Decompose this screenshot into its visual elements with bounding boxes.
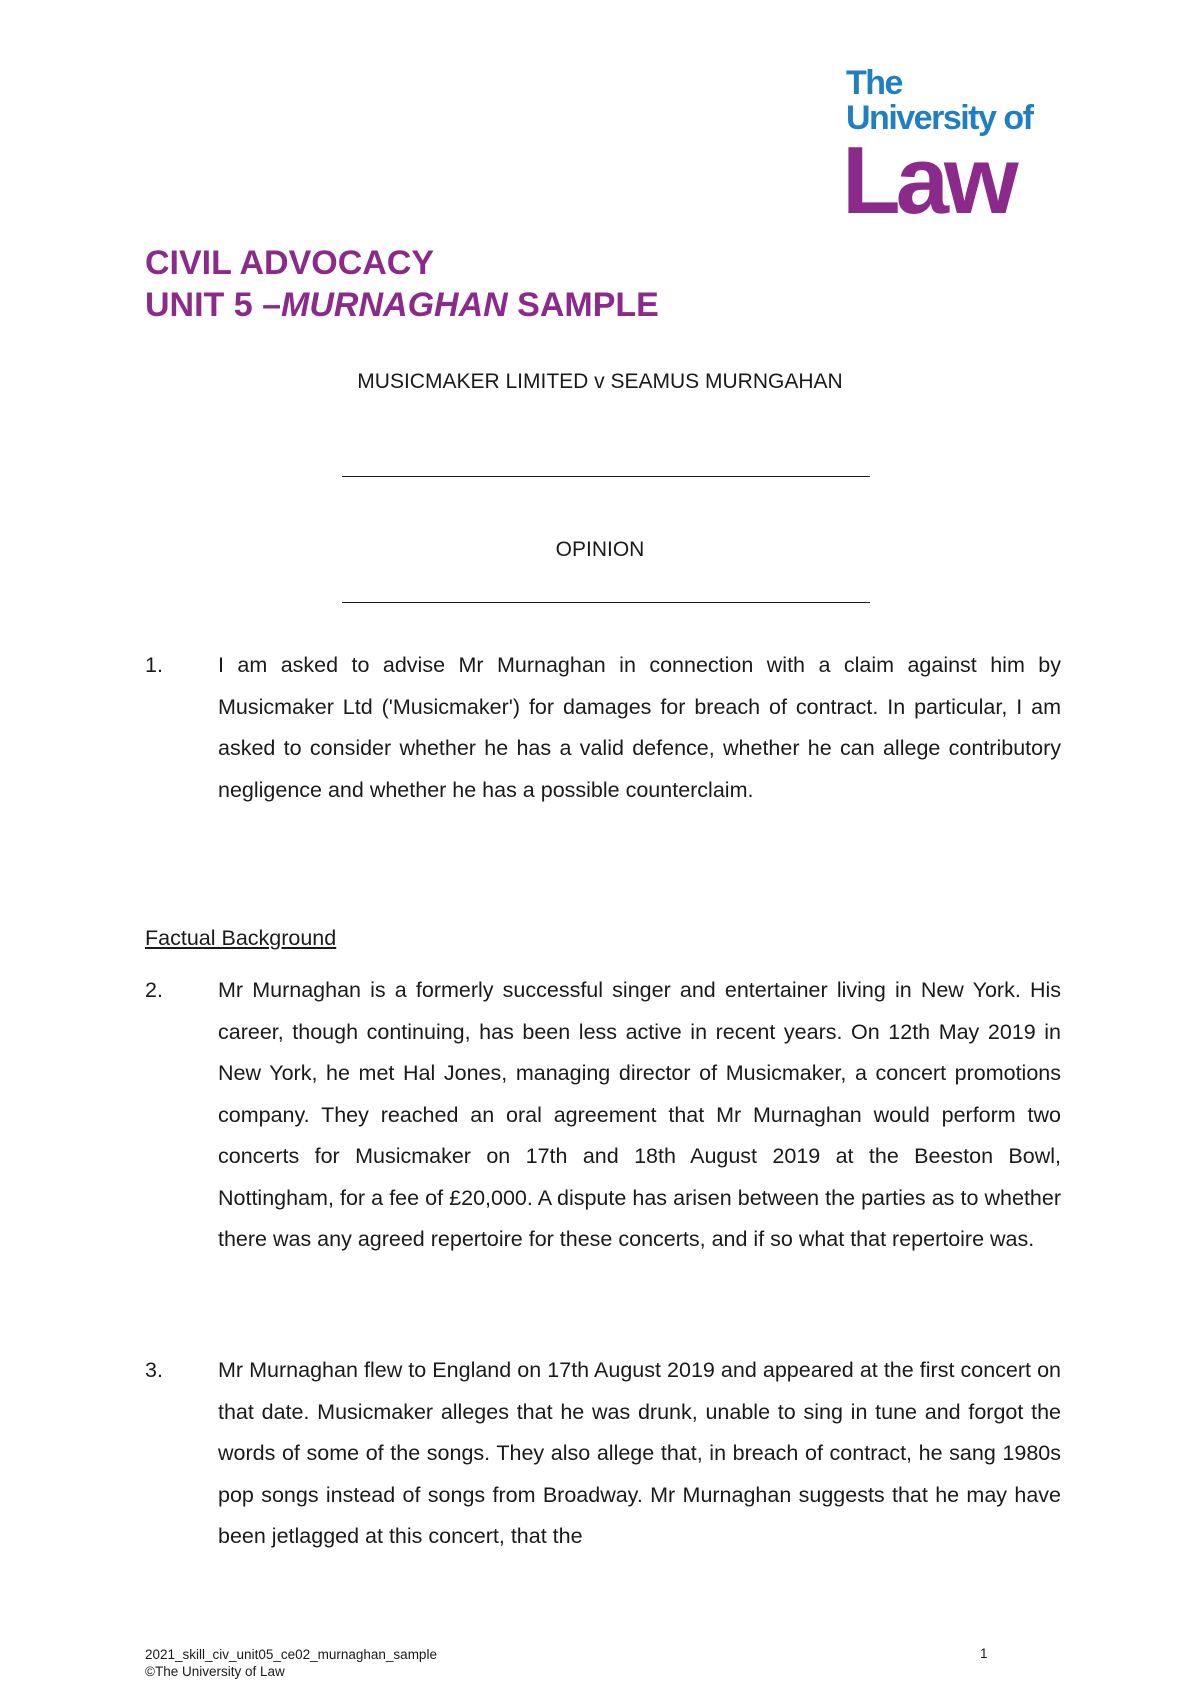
footer-filename: 2021_skill_civ_unit05_ce02_murnaghan_sample [145, 1647, 437, 1662]
paragraph-number: 1. [145, 653, 163, 677]
title-line-2-suffix: SAMPLE [507, 286, 659, 324]
page-footer [145, 1646, 437, 1680]
title-line-1: CIVIL ADVOCACY [145, 244, 435, 282]
paragraph-number: 3. [145, 1358, 163, 1382]
paragraph-text: Mr Murnaghan flew to England on 17th August 2019 and appeared at the first concert on that date. Musicmaker alleges that he was drunk, unable to sing in tune and forgot the words of some of the songs. They also allege that, in breach of contract, he sang 1980s pop songs instead of songs from Broadway. Mr Murnaghan suggests that he may have been jetlagged at this concert, that the [218, 1358, 1061, 1548]
document-type: OPINION [555, 538, 645, 561]
paragraph-2 [145, 970, 1065, 1261]
logo-line-university: University of [846, 99, 1033, 137]
section-heading: Factual Background [145, 926, 337, 950]
document-title [145, 242, 659, 326]
footer-copyright: ©The University of Law [145, 1664, 285, 1679]
title-line-2-prefix: UNIT 5 – [145, 286, 282, 324]
paragraph-text: Mr Murnaghan is a formerly successful singer and entertainer living in New York. His career, though continuing, has been less active in recent years. On 12th May 2019 in New York, he met Hal Jones, managing director of Musicmaker, a concert promotions company. They reached an oral agreement that Mr Murnaghan would perform two concerts for Musicmaker on 17th and 18th August 2019 at the Beeston Bowl, Nottingham, for a fee of £20,000. A dispute has arisen between the parties as to whether there was any agreed repertoire for these concerts, and if so what that repertoire was. [218, 978, 1061, 1251]
paragraph-text: I am asked to advise Mr Murnaghan in connection with a claim against him by Musicmaker Ltd ('Musicmaker') for damages for breach of contract. In particular, I am asked to consider whether he has a valid defence, whether he can allege contributory negligence and whether he has a possible counterclaim. [218, 653, 1061, 802]
paragraph-3 [145, 1350, 1065, 1558]
university-of-law-logo [842, 64, 1046, 234]
divider-top [342, 476, 870, 477]
page-number: 1 [980, 1646, 988, 1661]
logo-line-law: Law [842, 127, 1014, 234]
paragraph-1 [145, 645, 1065, 811]
divider-bottom [342, 602, 870, 603]
title-line-2-italic: MURNAGHAN [281, 286, 508, 324]
paragraph-number: 2. [145, 978, 163, 1002]
case-parties: MUSICMAKER LIMITED v SEAMUS MURNGAHAN [357, 370, 843, 393]
title-line-2 [145, 284, 659, 326]
logo-line-the: The [846, 64, 902, 102]
